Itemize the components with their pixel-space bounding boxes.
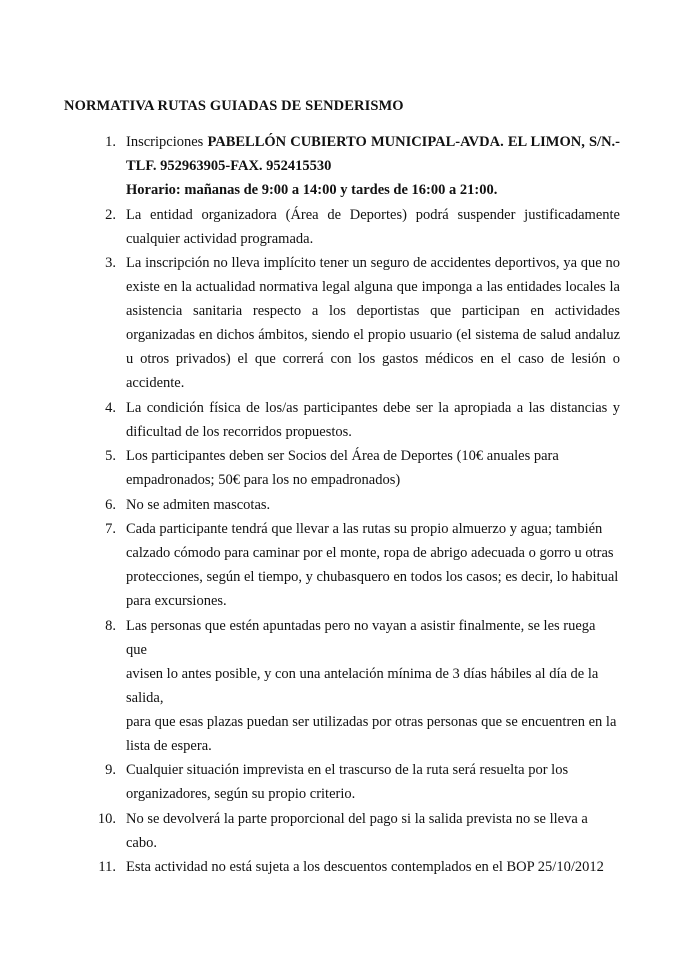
rule-item-8: [92, 614, 620, 758]
rule-line: para que esas plazas puedan ser utilizadas por otras personas que se encuentren en la: [126, 713, 617, 730]
rule-line: Los participantes deben ser Socios del Área de Deportes (10€ anuales para: [126, 448, 559, 464]
rule-line: Las personas que estén apuntadas pero no vayan a asistir finalmente, se les ruega que: [126, 617, 596, 658]
rule-item-11: [92, 855, 620, 879]
rule-number: 8.: [105, 617, 116, 634]
rules-list: [92, 130, 620, 880]
rule-item-9: [92, 758, 620, 806]
rule-line: Cada participante tendrá que llevar a las rutas su propio almuerzo y agua; también: [126, 521, 603, 537]
rule-item-5: [92, 444, 620, 492]
rule-text: No se admiten mascotas.: [126, 496, 271, 513]
rule-number: 2.: [105, 206, 116, 223]
rule-line: organizadores, según su propio criterio.: [126, 786, 356, 802]
rule-text: La condición física de los/as participantes debe ser la apropiada a las distancias y dificultad de los recorridos propuestos.: [126, 399, 620, 440]
rule-item-1: [92, 130, 620, 202]
rule-line: protecciones, según el tiempo, y chubasquero en todos los casos; es decir, lo habitual: [126, 569, 619, 585]
rule-line: Cualquier situación imprevista en el trascurso de la ruta será resuelta por los: [126, 762, 569, 778]
rule-number: 11.: [98, 859, 116, 875]
rule-item-3: [92, 251, 620, 395]
rule-item-7: [92, 517, 620, 613]
rule-text: La entidad organizadora (Área de Deportes) podrá suspender justificadamente cualquier actividad programada.: [126, 206, 620, 247]
rule-1-address: PABELLÓN CUBIERTO MUNICIPAL-AVDA. EL LIMON, S/N.-: [207, 134, 621, 150]
rule-text: No se devolverá la parte proporcional del pago si la salida prevista no se lleva a cabo.: [126, 810, 588, 851]
rule-number: 4.: [105, 399, 116, 416]
rule-1-prefix: Inscripciones: [126, 134, 208, 150]
rule-text: La inscripción no lleva implícito tener un seguro de accidentes deportivos, ya que no existe en la actualidad normativa legal alguna que imponga a las entidades locales la asistencia sanitaria respecto a los deportistas que participan en actividades organizadas en dichos ámbitos, siendo el propio usuario (el sistema de salud andaluz u otros privados) el que correrá con los gastos médicos en el caso de lesión o accidente.: [126, 255, 620, 391]
rule-item-6: [92, 493, 620, 517]
rule-text: Esta actividad no está sujeta a los descuentos contemplados en el BOP 25/10/2012: [126, 859, 604, 875]
rule-line: calzado cómodo para caminar por el monte, ropa de abrigo adecuada o gorro u otras: [126, 545, 614, 561]
document-title: NORMATIVA RUTAS GUIADAS DE SENDERISMO: [64, 98, 404, 114]
rule-item-2: [92, 203, 620, 251]
rule-line: para excursiones.: [126, 593, 227, 609]
rule-line: lista de espera.: [126, 737, 212, 754]
rule-number: 1.: [105, 134, 116, 150]
rule-number: 10.: [97, 810, 116, 827]
rule-1-phone: TLF. 952963905-FAX. 952415530: [126, 158, 332, 174]
rule-number: 3.: [105, 255, 116, 271]
rule-number: 5.: [105, 448, 116, 464]
rule-item-10: [92, 807, 620, 855]
rule-number: 7.: [105, 521, 116, 537]
rule-item-4: [92, 396, 620, 444]
rule-number: 9.: [105, 762, 116, 778]
rule-1-line1: [126, 130, 620, 154]
rule-line: empadronados; 50€ para los no empadronados): [126, 472, 401, 488]
rule-number: 6.: [105, 496, 116, 513]
rule-1-schedule: Horario: mañanas de 9:00 a 14:00 y tardes de 16:00 a 21:00.: [126, 182, 498, 198]
rule-line: avisen lo antes posible, y con una antelación mínima de 3 días hábiles al día de la salida,: [126, 665, 599, 706]
